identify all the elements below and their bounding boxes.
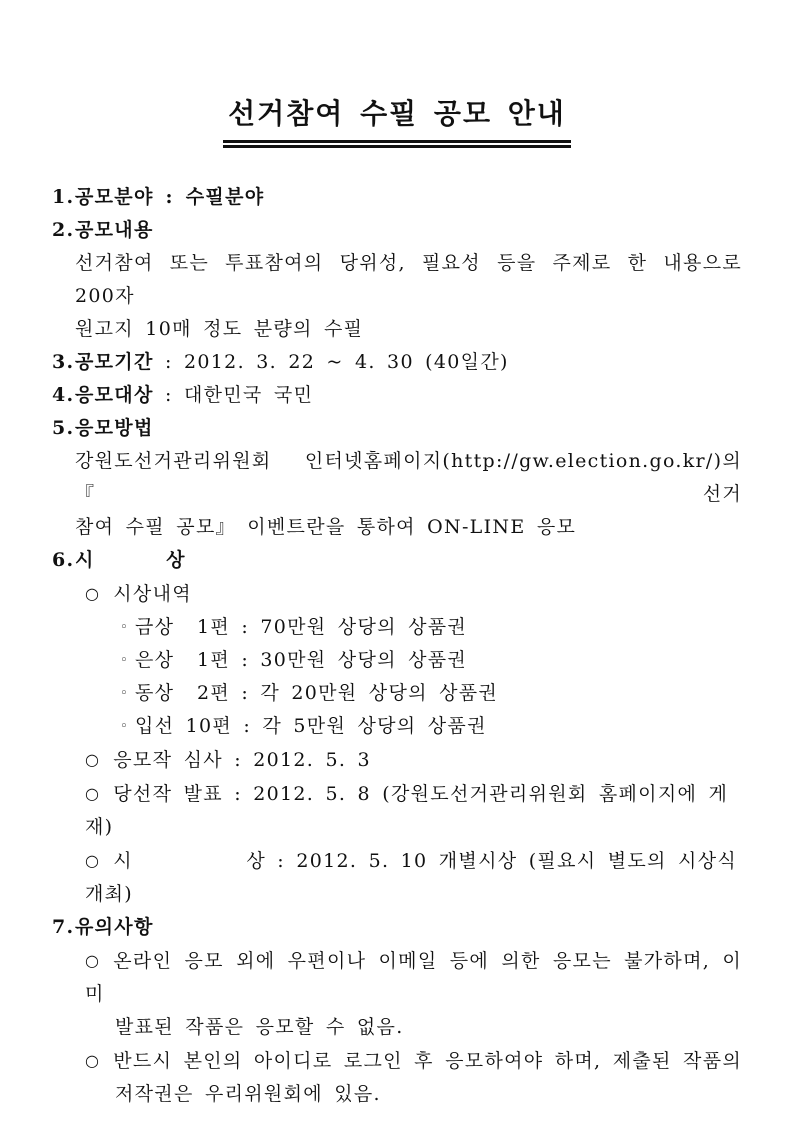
note-2-line-1: [52, 1044, 742, 1078]
schedule-review: [52, 743, 742, 777]
item-7-label: 유의사항: [75, 916, 154, 938]
schedule-announce: [52, 777, 742, 844]
title-block: [52, 0, 742, 148]
small-bullet-icon: ◦: [120, 653, 129, 668]
item-6-number: 6.: [52, 549, 75, 571]
item-5-body-line-1: 강원도선거관리위원회 인터넷홈페이지(http://gw.election.go.kr/)의 『선거: [75, 450, 742, 505]
note-2-text-1: 반드시 본인의 아이디로 로그인 후 응모하여야 하며, 제출된 작품의: [113, 1050, 742, 1072]
award-header-label: 시상내역: [113, 583, 192, 605]
schedule-announce-text: 당선작 발표 : 2012. 5. 8 (강원도선거관리위원회 홈페이지에 게재): [85, 783, 729, 838]
item-5-body-line-2: 참여 수필 공모』 이벤트란을 통하여 ON-LINE 응모: [75, 516, 577, 538]
item-3-number: 3.: [52, 351, 75, 373]
item-4-value: 대한민국 국민: [184, 384, 314, 406]
item-6-heading: [52, 544, 742, 577]
item-1-label: 공모분야: [75, 186, 154, 208]
small-bullet-icon: ◦: [120, 719, 129, 734]
circle-bullet-icon: ○: [85, 584, 101, 603]
circle-bullet-icon: ○: [85, 1051, 101, 1070]
award-silver: [52, 644, 742, 677]
circle-bullet-icon: ○: [85, 951, 101, 970]
award-bronze: [52, 677, 742, 710]
page-title: 선거참여 수필 공모 안내: [223, 97, 571, 148]
item-5-number: 5.: [52, 417, 75, 439]
item-7-heading: [52, 911, 742, 944]
item-2-label: 공모내용: [75, 219, 154, 241]
circle-bullet-icon: ○: [85, 784, 101, 803]
circle-bullet-icon: ○: [85, 851, 101, 870]
item-7-number: 7.: [52, 916, 75, 938]
schedule-award-text: 시 상 : 2012. 5. 10 개별시상 (필요시 별도의 시상식 개최): [85, 850, 749, 905]
item-3-value: 2012. 3. 22 ~ 4. 30 (40일간): [184, 351, 509, 373]
circle-bullet-icon: ○: [85, 750, 101, 769]
award-bronze-text: 동상 2편 : 각 20만원 상당의 상품권: [134, 682, 499, 704]
award-silver-text: 은상 1편 : 30만원 상당의 상품권: [134, 649, 468, 671]
item-3-field: [52, 346, 742, 379]
small-bullet-icon: ◦: [120, 686, 129, 701]
item-2-body-line-1: 선거참여 또는 투표참여의 당위성, 필요성 등을 주제로 한 내용으로 200자: [75, 252, 742, 307]
award-gold: [52, 611, 742, 644]
item-6-label: 시 상: [75, 549, 186, 571]
note-1-text-1: 온라인 응모 외에 우편이나 이메일 등에 의한 응모는 불가하며, 이미: [85, 950, 742, 1005]
item-2-heading: [52, 214, 742, 247]
item-1-colon: :: [153, 186, 186, 208]
note-2-line-2: 저작권은 우리위원회에 있음.: [115, 1083, 381, 1105]
award-honorable-text: 입선 10편 : 각 5만원 상당의 상품권: [134, 715, 487, 737]
item-1-number: 1.: [52, 186, 75, 208]
award-header: [52, 577, 742, 611]
item-4-colon: :: [153, 384, 185, 406]
item-3-colon: :: [153, 351, 185, 373]
note-1-line-1: [52, 944, 742, 1011]
item-5-heading: [52, 412, 742, 445]
award-honorable: [52, 710, 742, 743]
item-4-label: 응모대상: [75, 384, 154, 406]
item-4-field: [52, 379, 742, 412]
item-5-label: 응모방법: [75, 417, 154, 439]
item-1-field: [52, 181, 742, 214]
item-3-label: 공모기간: [75, 351, 154, 373]
note-1-line-2: 발표된 작품은 응모할 수 없음.: [115, 1016, 404, 1038]
item-4-number: 4.: [52, 384, 75, 406]
item-2-number: 2.: [52, 219, 75, 241]
small-bullet-icon: ◦: [120, 620, 129, 635]
schedule-award: [52, 844, 749, 911]
schedule-review-text: 응모작 심사 : 2012. 5. 3: [113, 749, 371, 771]
item-1-value: 수필분야: [185, 186, 265, 208]
award-gold-text: 금상 1편 : 70만원 상당의 상품권: [134, 616, 468, 638]
item-2-body-line-2: 원고지 10매 정도 분량의 수필: [75, 318, 364, 340]
